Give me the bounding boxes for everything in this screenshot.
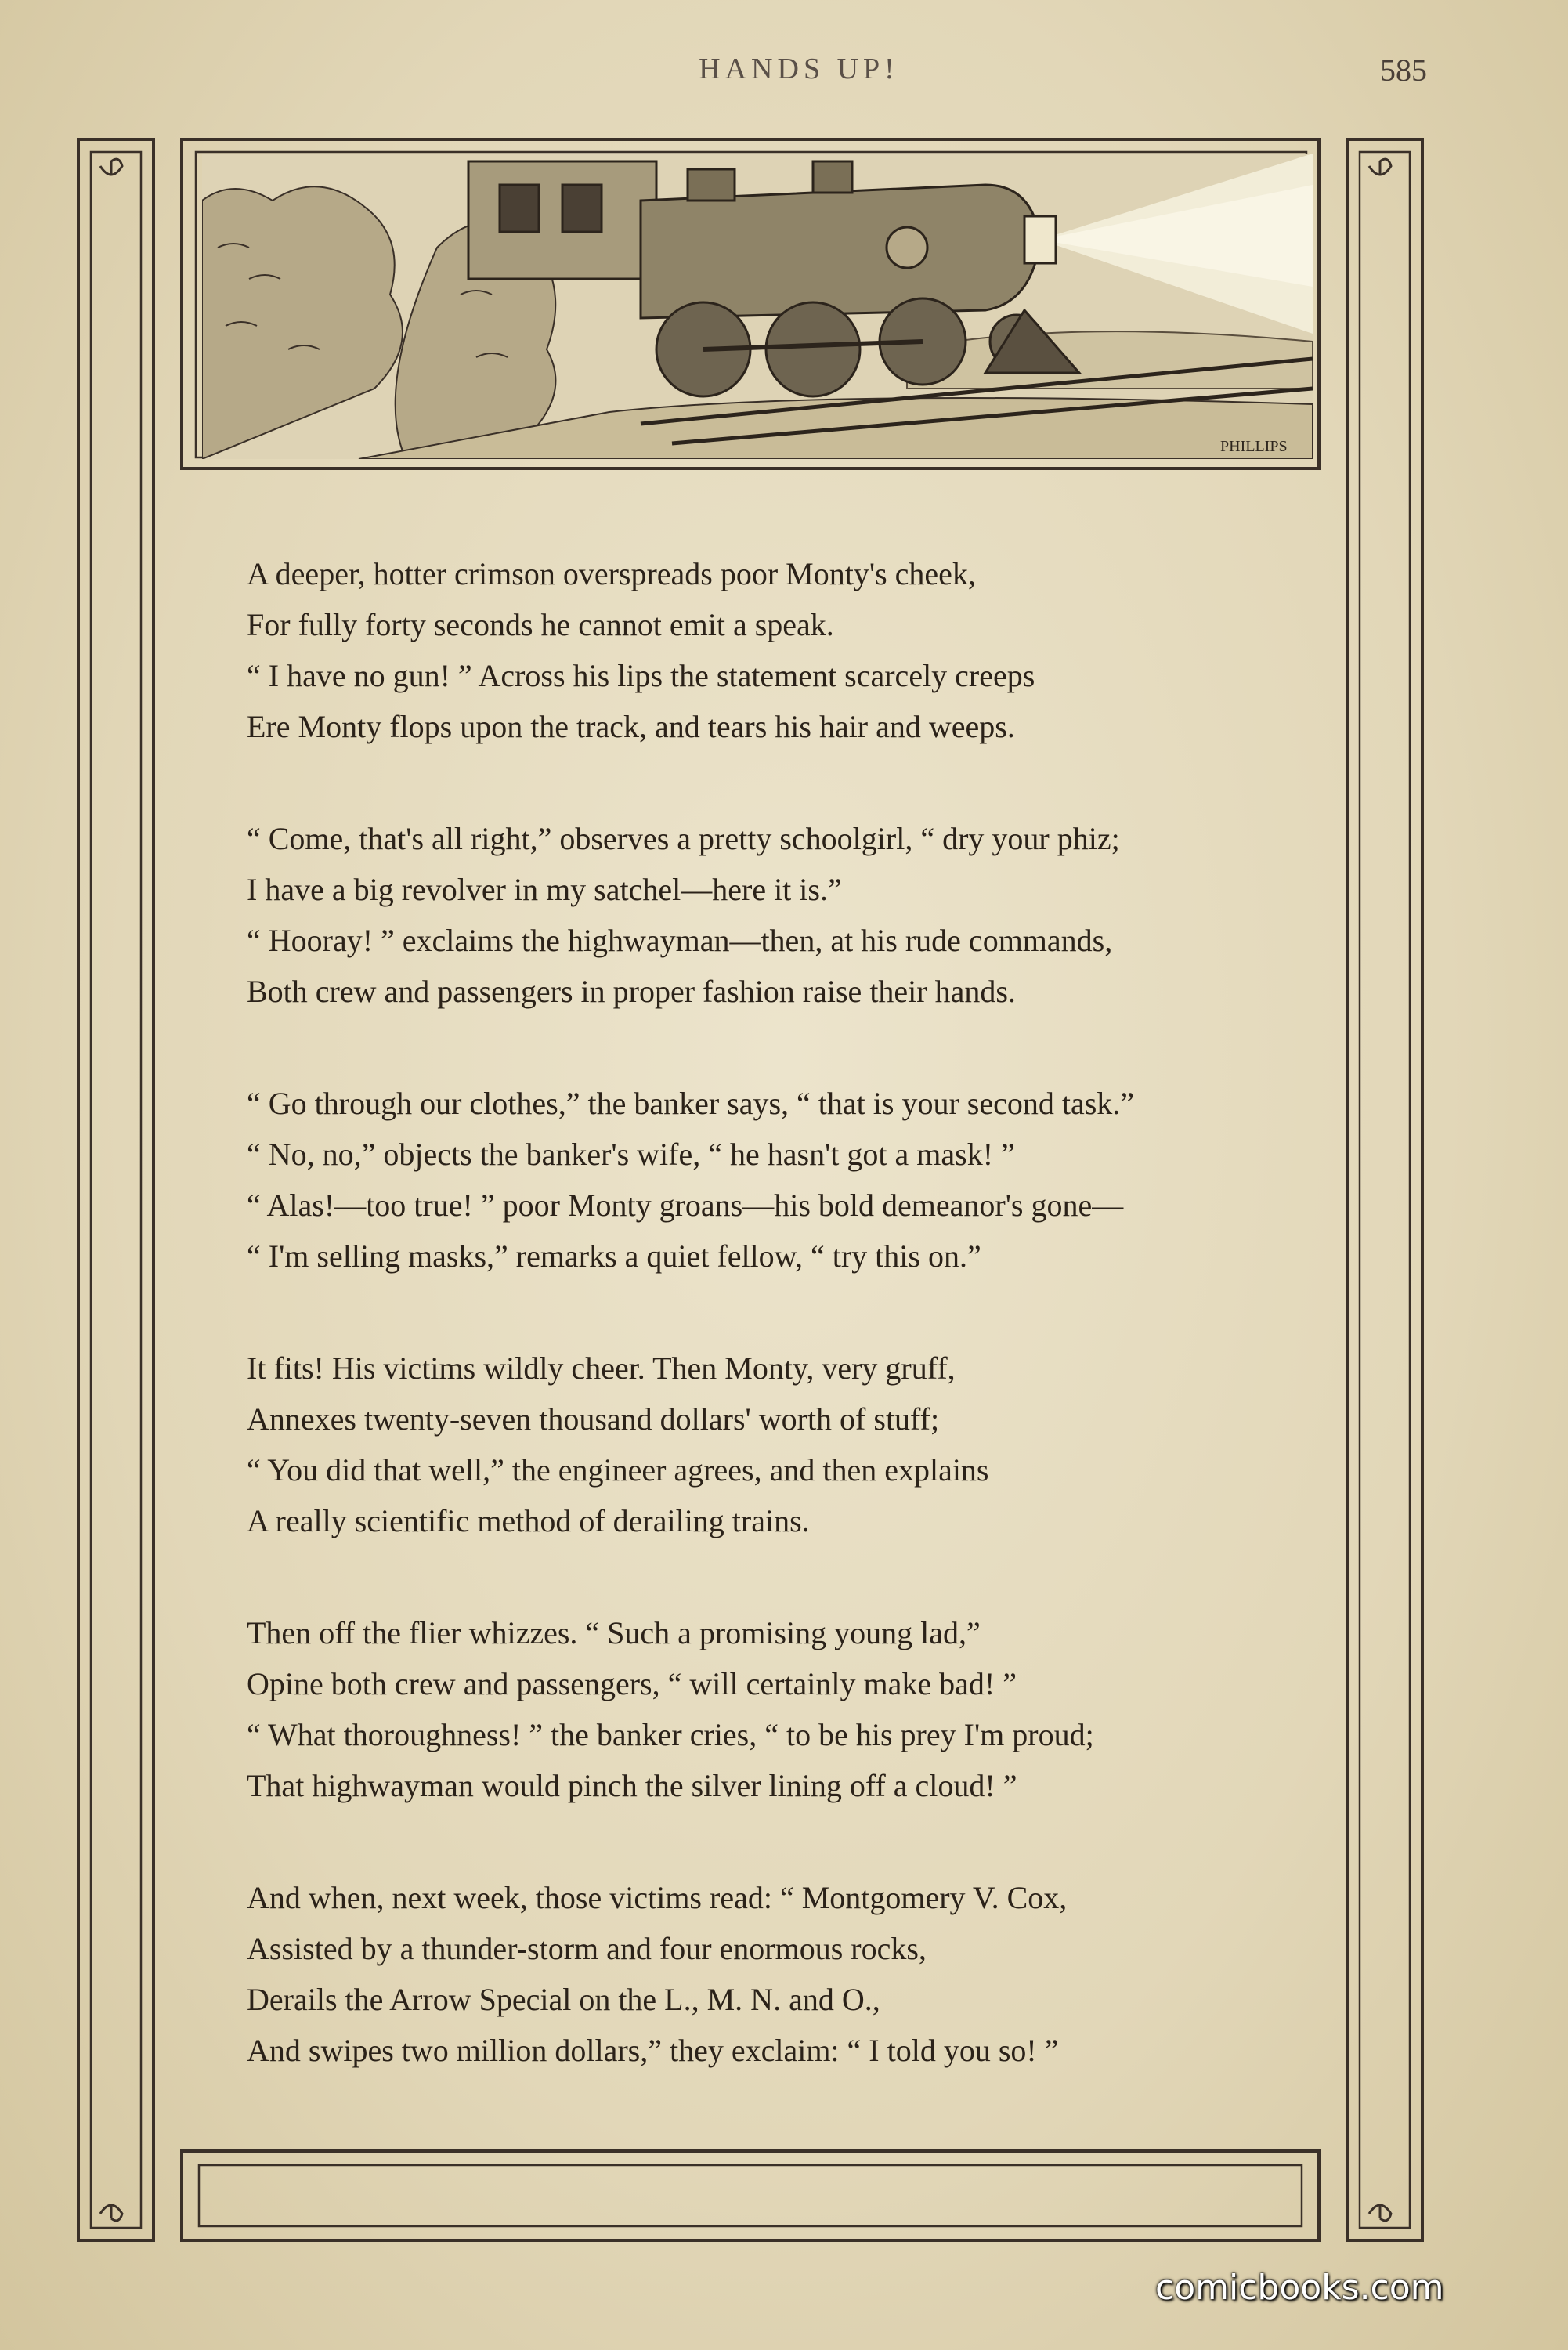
poem-line: And swipes two million dollars,” they exclaim: “ I told you so! ” <box>247 2033 1059 2068</box>
stanza <box>247 813 1312 1017</box>
poem-line: Then off the flier whizzes. “ Such a promising young lad,” <box>247 1615 981 1650</box>
smokestack <box>813 161 852 193</box>
stanza <box>247 1607 1312 1811</box>
train-illustration <box>202 154 1313 459</box>
poem-line: Annexes twenty-seven thousand dollars' worth of stuff; <box>247 1401 940 1437</box>
running-title: HANDS UP! <box>699 52 899 85</box>
cab-window-left <box>500 185 539 232</box>
drive-wheel-2 <box>766 302 860 396</box>
poem-line: It fits! His victims wildly cheer. Then Monty, very gruff, <box>247 1350 956 1386</box>
boiler-emblem <box>887 227 927 268</box>
stanza <box>247 1343 1312 1546</box>
poem-line: “ I'm selling masks,” remarks a quiet fellow, “ try this on.” <box>247 1238 981 1274</box>
poem-line: And when, next week, those victims read: “ Montgomery V. Cox, <box>247 1880 1068 1915</box>
stanza <box>247 1872 1312 2076</box>
stanza <box>247 548 1312 752</box>
poem-line: A really scientific method of derailing trains. <box>247 1503 810 1538</box>
poem-line: “ Come, that's all right,” observes a pretty schoolgirl, “ dry your phiz; <box>247 821 1120 856</box>
page-number: 585 <box>1380 52 1427 88</box>
artist-signature: PHILLIPS <box>1220 438 1288 455</box>
poem-line: Opine both crew and passengers, “ will certainly make bad! ” <box>247 1666 1017 1701</box>
poem-line: I have a big revolver in my satchel—here it is.” <box>247 872 842 907</box>
stanza <box>247 1078 1312 1282</box>
poem-line: Both crew and passengers in proper fashion raise their hands. <box>247 974 1016 1009</box>
poem-line: Derails the Arrow Special on the L., M. N. and O., <box>247 1982 880 2017</box>
poem-line: A deeper, hotter crimson overspreads poor Monty's cheek, <box>247 556 976 591</box>
poem-line: “ Go through our clothes,” the banker says, “ that is your second task.” <box>247 1086 1135 1121</box>
left-border-column <box>78 139 154 2240</box>
site-watermark: comicbooks.com <box>1155 2268 1444 2308</box>
poem-body <box>247 548 1312 2137</box>
poem-line: “ Alas!—too true! ” poor Monty groans—his bold demeanor's gone— <box>247 1188 1124 1223</box>
right-border-column <box>1347 139 1422 2240</box>
headlight <box>1024 216 1056 263</box>
steam-dome <box>688 169 735 201</box>
poem-line: “ I have no gun! ” Across his lips the statement scarcely creeps <box>247 658 1035 693</box>
poem-line: “ What thoroughness! ” the banker cries, “ to be his prey I'm proud; <box>247 1717 1094 1752</box>
cab-window-right <box>562 185 602 232</box>
poem-line: “ No, no,” objects the banker's wife, “ he hasn't got a mask! ” <box>247 1137 1015 1172</box>
poem-line: “ You did that well,” the engineer agrees, and then explains <box>247 1452 989 1488</box>
poem-line: “ Hooray! ” exclaims the highwayman—then, at his rude commands, <box>247 923 1113 958</box>
poem-line: Assisted by a thunder-storm and four enormous rocks, <box>247 1931 927 1966</box>
poem-line: That highwayman would pinch the silver lining off a cloud! ” <box>247 1768 1017 1803</box>
poem-line: Ere Monty flops upon the track, and tears his hair and weeps. <box>247 709 1015 744</box>
poem-line: For fully forty seconds he cannot emit a speak. <box>247 607 834 642</box>
